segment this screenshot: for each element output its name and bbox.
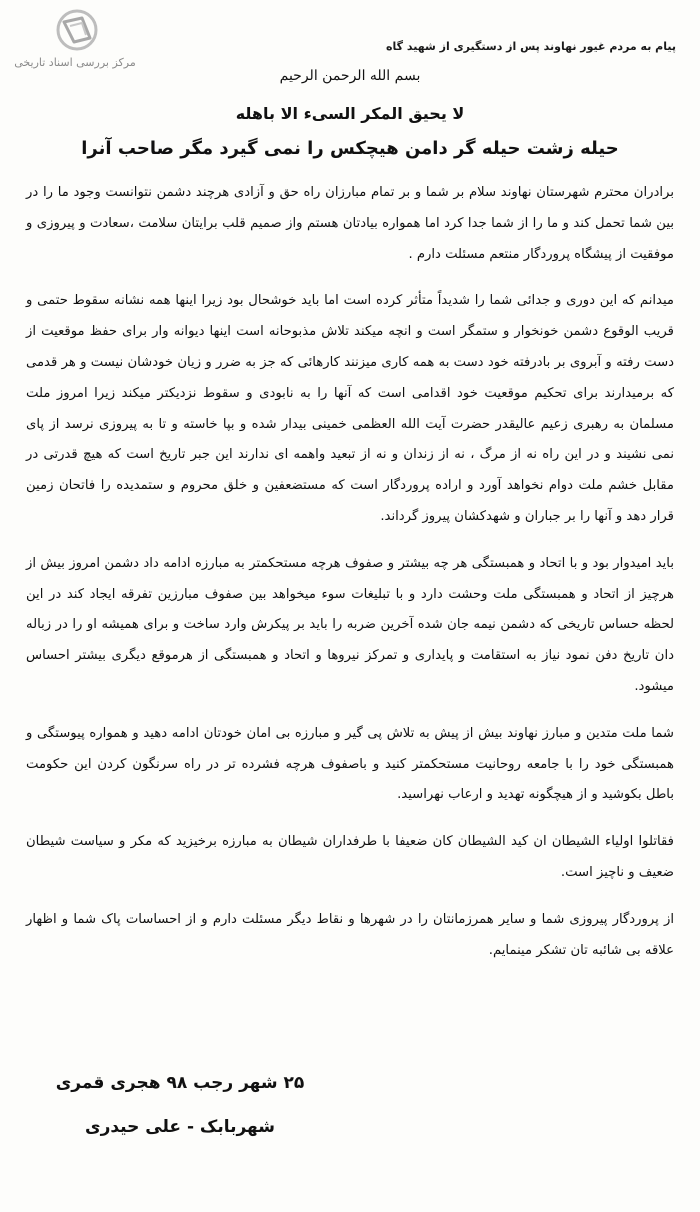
- quote-arabic: لا یحیق المکر السیء الا باهله: [235, 104, 465, 123]
- letter-paragraph: از پروردگار پیروزی شما و سایر همرزمانتان را در شهرها و نقاط دیگر مسئلت دارم و از احساسات پاک شما و اظهار علاقه بی شائبه تان تشکر مینمایم.: [26, 911, 674, 958]
- letter-paragraph: باید امیدوار بود و با اتحاد و همبستگی هر چه بیشتر و صفوف هرچه مستحکمتر به مبارزه ادامه داد دشمن امروز بیش از هرچیز از اتحاد و همبستگی ملت وحشت دارد و با تبلیغات سوء میخواهد بین صفوف مبارزین تفرقه ایجاد کند در این لحظه حساس تاریخی که دشمن نیمه جان شده آخرین ضربه را باید بر پیکرش وارد ساخت و برای همیشه او را در زباله دان تاریخ دفن نمود نیاز به استقامت و پایداری و تمرکز نیروها و اتحاد و همبستگی از هرموقع دیگری بیشتر احساس میشود.: [26, 555, 674, 694]
- letter-signature: شهربابک - علی حیدری: [84, 1117, 275, 1137]
- letter-body: [26, 178, 674, 982]
- letter-paragraph: میدانم که این دوری و جدائی شما را شدیداً متأثر کرده است اما باید خوشحال بود زیرا اینها همه نشانه سقوط حتمی و قریب الوقوع دشمن خونخوار و ستمگر است و انچه میکند تلاش مذبوحانه است اینها دیوانه وار برای حفظ موقعیت از دست رفته و آبروی بر بادرفته خود دست به همه کاری میزنند کارهائی که جز به ضرر و زیان خودشان نیست و هر قدمی که برمیدارند برای تحکیم موقعیت خود اقدامی است که آنها را به نابودی و سقوط نزدیکتر میکند زیرا امروز ملت مسلمان به رهبری زعیم عالیقدر حضرت آیت الله العظمی خمینی بیدار شده و بپا خاسته و تا به پیروزی نرسد از پای نمی نشیند و در این راه نه از مرگ ، نه از زندان و نه از تبعید واهمه ای ندارند این جبر تاریخ است که هیچ قدرتی در مقابل خشم ملت دوام نخواهد آورد و اراده پروردگار است که مستضعفین و خلق محروم و ستمدیده را فاتحان زمین قرار دهد و آنها را بر جباران و شهدکشان پیروز گرداند.: [26, 293, 674, 524]
- bismillah: بسم الله الرحمن الرحیم: [279, 68, 421, 84]
- letter-paragraph: برادران محترم شهرستان نهاوند سلام بر شما و بر تمام مبارزان راه حق و آزادی هرچند دشمن نتوانست وجود ما را در بین شما تحمل کند و ما را از شما جدا کرد اما همواره بیادتان هستم واز صمیم قلب برایتان سلامت ،سعادت و پیروزی و موفقیت از پیشگاه پروردگار منتعم مسئلت دارم .: [26, 185, 674, 262]
- letter-paragraph: شما ملت متدین و مبارز نهاوند بیش از پیش به تلاش پی گیر و مبارزه بی امان خودتان ادامه دهید و همواره پیوستگی و همبستگی خود را با جامعه روحانیت مستحکمتر کنید و باصفوف هرچه فشرده تر در راه سرنگون کردن این حکومت باطل بکوشید و از هیچگونه تهدید و ارعاب نهراسید.: [26, 725, 674, 803]
- quote-persian: حیله زشت حیله گر دامن هیچکس را نمی گیرد مگر صاحب آنرا: [81, 138, 619, 159]
- archive-emblem-icon: [52, 8, 102, 58]
- archive-logo-caption: مرکز بررسی اسناد تاریخی: [14, 56, 136, 69]
- archive-logo: [10, 8, 140, 74]
- document-header: پیام به مردم غیور نهاوند پس از دستگیری از شهید گاه: [386, 40, 676, 53]
- letter-paragraph: فقاتلوا اولیاء الشیطان ان کید الشیطان کان ضعیفا با طرفداران شیطان به مبارزه برخیزید که مکر و سیاست شیطان ضعیف و ناچیز است.: [26, 834, 674, 880]
- letter-date: ۲۵ شهر رجب ۹۸ هجری قمری: [55, 1073, 305, 1093]
